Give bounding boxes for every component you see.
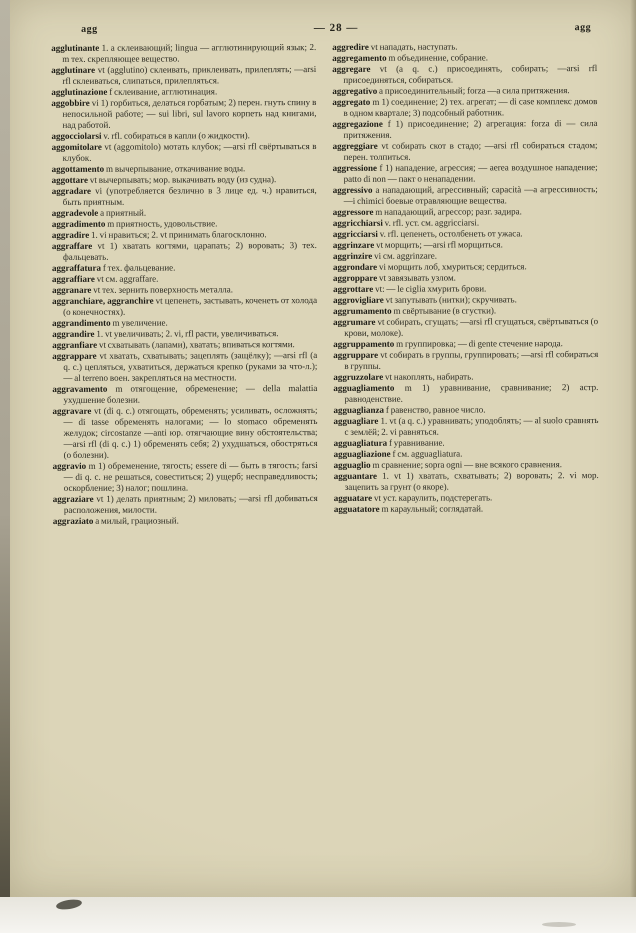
entry-body: m объединение, собрание. [388, 52, 489, 63]
entry-body: m 1) уравнивание, сравнивание; 2) астр. равноденствие. [344, 382, 599, 404]
entry-headword: aggravio [52, 460, 89, 471]
dictionary-entry [52, 262, 317, 274]
entry-body: v. rfl. цепенеть, остолбенеть от ужаса. [379, 228, 523, 239]
dictionary-entry [52, 229, 317, 241]
entry-body: a приятный. [100, 207, 147, 218]
entry-headword: aggrandire [52, 328, 97, 339]
dictionary-entry [334, 448, 599, 460]
entry-body: m увеличение. [112, 317, 168, 328]
entry-body: m сравнение; sopra ogni — вне всякого сравнения. [372, 459, 563, 470]
entry-headword: aggrovigliare [333, 294, 386, 305]
guide-word-right: agg [574, 22, 592, 34]
dictionary-entry [332, 52, 597, 64]
entry-body: vt собирать скот в стадо; —arsi rfl собираться стадом; перен. толпиться. [343, 140, 598, 162]
entry-headword: aggraziare [52, 493, 97, 504]
dictionary-entry [52, 295, 317, 318]
entry-body: m нападающий, агрессор; разг. задира. [375, 206, 522, 217]
entry-headword: aggressione [332, 162, 380, 173]
dictionary-entry [333, 217, 598, 229]
dictionary-entry [333, 250, 598, 262]
dictionary-entry [333, 415, 598, 438]
dictionary-entry [333, 140, 598, 163]
entry-headword: agguatatore [333, 503, 382, 514]
entry-headword: agglutinante [51, 42, 102, 53]
dictionary-entry [333, 184, 598, 207]
dictionary-entry [52, 405, 317, 461]
guide-word-left: agg [81, 23, 98, 35]
entry-headword: aggravare [52, 405, 94, 416]
dictionary-entry [333, 294, 598, 306]
column-right [332, 41, 599, 526]
entry-headword: aggruzzolare [333, 371, 386, 382]
entry-headword: aggrinzare [332, 239, 377, 250]
entry-headword: aggrinzire [332, 250, 375, 261]
dictionary-entry [332, 63, 597, 86]
entry-headword: aggravamento [52, 383, 116, 394]
entry-headword: aggrumare [333, 316, 378, 327]
entry-headword: agguaglio [333, 459, 373, 470]
column-left [51, 42, 318, 527]
entry-headword: aggranfiare [52, 339, 99, 350]
entry-body: f 1) нападение, агрессия; — aerea воздушное нападение; patto di non — пакт о ненападении. [343, 162, 598, 184]
entry-headword: agglutinare [51, 64, 98, 75]
entry-body: a нападающий, агрессивный; capacità —a агрессивность; —i chimici боевые отравляющие вещества. [343, 184, 598, 206]
entry-body: vi (употребляется безлично в 3 лице ед. ч.) нравиться, быть приятным. [62, 185, 317, 207]
entry-body: a милый, грациозный. [95, 515, 179, 526]
dictionary-entry [334, 437, 599, 449]
entry-headword: aggobbire [51, 97, 92, 108]
dictionary-entry [333, 382, 598, 405]
entry-headword: aggradire [51, 229, 92, 240]
entry-headword: aggruppare [333, 349, 381, 360]
entry-headword: aggregato [332, 96, 373, 107]
dictionary-entry [332, 118, 597, 141]
entry-headword: agguagliare [333, 415, 381, 426]
entry-body: f равенство, равное число. [385, 404, 486, 415]
entry-body: vt (di q. c.) отягощать, обременять; усиливать, осложнять; — di tasse обременять налогами; — lo stomaco обременять желудок; circostanze —anti юр. отягчающие вину обстоятельства; —arsi rfl (di q. c.) 1) обременять себя; 2) ухудшаться, обостряться (о болезни). [63, 405, 318, 460]
entry-body: vt 1) делать приятным; 2) миловать; —arsi rfl добиваться расположения, милости. [63, 493, 318, 515]
entry-body: vt 1) хватать когтями, царапать; 2) воровать; 3) тех. фальцевать. [62, 240, 317, 262]
entry-body: vt: — le ciglia хмурить брови. [375, 283, 487, 294]
entry-headword: aggrappare [52, 350, 100, 361]
dictionary-entry [333, 305, 598, 317]
entry-body: vi см. aggrinzare. [374, 250, 438, 261]
dictionary-entry [333, 261, 598, 273]
entry-body: vt (agglutino) склеивать, приклеивать, прилеплять; —arsi rfl склеиваться, слипаться, прилепляться. [62, 64, 317, 86]
entry-headword: aggrandimento [52, 317, 113, 328]
dictionary-entry [52, 317, 317, 329]
entry-body: f склеивание, агглютинация. [109, 86, 218, 97]
dictionary-entry [52, 339, 317, 351]
entry-headword: agguagliazione [333, 448, 393, 459]
entry-body: 1. vt увеличивать; 2. vi, rfl расти, увеличиваться. [96, 328, 279, 339]
entry-headword: aggottamento [51, 163, 106, 174]
dictionary-entry [52, 141, 317, 164]
entry-headword: aggradimento [51, 218, 108, 229]
entry-body: f тех. фальцевание. [102, 262, 176, 273]
page-number: — 28 — [313, 21, 359, 35]
entry-headword: agguaglianza [333, 404, 386, 415]
dictionary-entry [333, 338, 598, 350]
running-header [51, 21, 597, 43]
entry-headword: aggranchiare, aggranchire [52, 295, 156, 306]
dictionary-entry [333, 371, 598, 383]
dictionary-entry [52, 383, 317, 406]
entry-body: 1. vi нравиться; 2. vt принимать благосклонно. [91, 229, 267, 240]
entry-body: m отягощение, обременение; — della malattia ухудшение болезни. [63, 383, 318, 405]
dictionary-entry [333, 316, 598, 339]
entry-body: vt хватать, схватывать; зацеплять (защёлку); —arsi rfl (a q. c.) цепляться, ухватиться, держаться крепко (руками за что-л.); — al terreno воен. закрепляться на местности. [63, 350, 318, 383]
entry-headword: aggradare [51, 185, 96, 196]
entry-body: m вычерпывание, откачивание воды. [105, 163, 246, 174]
entry-body: vt схватывать (лапами), хватать; впиваться когтями. [98, 339, 295, 350]
entry-body: v. rfl. уст. см. aggricciarsi. [384, 217, 480, 228]
entry-body: 1. a склеивающий; lingua — агглютинирующий язык; 2. m тех. скрепляющее вещество. [62, 42, 317, 64]
dictionary-entry [333, 283, 598, 295]
dictionary-entry [51, 64, 316, 87]
entry-headword: aggroppare [332, 272, 380, 283]
dictionary-entry [52, 240, 317, 263]
entry-body: m 1) обременение, тягость; essere di — быть в тягость; farsi — di q. c. не решаться, совеститься; 2) ущерб; несправедливость; оскорбление; 3) налог; пошлина. [63, 460, 318, 493]
dictionary-entry [51, 86, 316, 98]
dictionary-entry [51, 130, 316, 142]
dictionary-entry [333, 206, 598, 218]
entry-body: vi 1) горбиться, делаться горбатым; 2) перен. гнуть спину в непосильной работе; — sui libri, sul lavoro корпеть над книгами, над работой. [62, 97, 317, 130]
entry-headword: aggressivo [332, 184, 376, 195]
entry-body: vt уст. караулить, подстерегать. [373, 492, 493, 503]
entry-body: v. rfl. собираться в капли (о жидкости). [103, 130, 250, 141]
entry-headword: aggrottare [333, 283, 376, 294]
dictionary-entry [52, 163, 317, 175]
dictionary-entry [53, 515, 318, 527]
entry-headword: aggraffiare [51, 273, 97, 284]
entry-headword: aggraziato [52, 515, 96, 526]
entry-body: vt цепенеть, застывать, коченеть от холода (о конечностях). [63, 295, 318, 317]
page-content [51, 21, 599, 527]
dictionary-entry [52, 174, 317, 186]
entry-body: m приятность, удовольствие. [107, 218, 218, 229]
dictionary-entry [333, 404, 598, 416]
entry-headword: aggomitolare [51, 141, 105, 152]
scan-edge-right [630, 0, 636, 897]
dictionary-entry [51, 97, 316, 131]
dictionary-entry [332, 41, 597, 53]
entry-body: m группировка; — di gente стечение народа. [396, 338, 563, 349]
dictionary-entry [51, 42, 316, 65]
entry-headword: aggricchiarsi [332, 217, 385, 228]
dictionary-entry [334, 503, 599, 515]
entry-headword: aggregativo [332, 85, 380, 96]
entry-headword: aggregamento [332, 52, 389, 63]
dictionary-entry [332, 85, 597, 97]
entry-body: vt собирать, сгущать; —arsi rfl сгущаться, свёртываться (о крови, молоке). [344, 316, 599, 338]
dictionary-entry [53, 493, 318, 516]
dictionary-entry [52, 185, 317, 208]
dictionary-entry [53, 460, 318, 494]
entry-body: vt завязывать узлом. [379, 272, 456, 283]
entry-body: m 1) соединение; 2) тех. агрегат; — di case комплекс домов в одном квартале; 3) подсобный работник. [343, 96, 598, 118]
dictionary-entry [52, 207, 317, 219]
entry-body: m свёртывание (в сгустки). [393, 305, 497, 316]
entry-body: 1. vt (a q. c.) уравнивать; уподоблять; — al suolo сравнять с землёй; 2. vi равняться. [344, 415, 599, 437]
entry-headword: aggrumamento [333, 305, 394, 316]
entry-headword: aggricciarsi [332, 228, 380, 239]
entry-body: f уравнивание. [388, 437, 445, 448]
dictionary-entry [333, 162, 598, 185]
entry-body: vt см. aggraffare. [96, 273, 159, 284]
entry-headword: aggreggiare [332, 140, 382, 151]
dictionary-entry [333, 349, 598, 372]
dictionary-entry [334, 459, 599, 471]
entry-body: vt тех. зернить поверхность металла. [93, 284, 234, 295]
entry-body: a присоединительный; forza —a сила притяжения. [379, 85, 570, 96]
dictionary-entry [332, 96, 597, 119]
dictionary-entry [52, 350, 317, 384]
scan-edge-left [0, 0, 10, 933]
entry-body: vt собирать в группы, группировать; —arsi rfl собираться в группы. [344, 349, 599, 371]
entry-headword: aggottare [51, 174, 90, 185]
dictionary-entry [52, 273, 317, 285]
entry-headword: agguatare [333, 492, 374, 503]
entry-headword: agguagliamento [333, 382, 405, 393]
entry-headword: aggruppamento [333, 338, 397, 349]
entry-headword: aggraffatura [51, 262, 103, 273]
page-bottom-margin [0, 897, 636, 933]
scan-artifact [542, 922, 576, 927]
entry-body: vt (aggomitolo) мотать клубок; —arsi rfl свёртываться в клубок. [62, 141, 317, 163]
entry-headword: agguantare [333, 470, 383, 481]
entry-body: f 1) присоединение; 2) агрегация: forza di — сила притяжения. [343, 118, 598, 140]
entry-headword: aggredire [332, 41, 371, 52]
entry-body: vt морщить; —arsi rfl морщиться. [376, 239, 503, 250]
dictionary-entry [52, 218, 317, 230]
entry-body: vt нападать, наступать. [370, 41, 458, 52]
entry-body: vt вычерпывать; мор. выкачивать воду (из судна). [89, 174, 277, 185]
entry-headword: aggocciolarsi [51, 130, 104, 141]
dictionary-entry [333, 228, 598, 240]
entry-headword: aggradevole [51, 207, 101, 218]
entry-body: m караульный; соглядатай. [381, 503, 484, 514]
entry-headword: agguagliatura [333, 437, 389, 448]
entry-headword: aggressore [332, 206, 376, 217]
dictionary-entry [333, 239, 598, 251]
entry-headword: agglutinazione [51, 86, 110, 97]
entry-body: vt запутывать (нитки); скручивать. [385, 294, 517, 305]
dictionary-entry [334, 470, 599, 493]
entry-body: vt (a q. c.) присоединять, собирать; —arsi rfl присоединяться, собираться. [343, 63, 598, 85]
dictionary-entry [333, 272, 598, 284]
entry-body: vt накоплять, набирать. [385, 371, 474, 382]
dictionary-entry [52, 328, 317, 340]
dictionary-columns [51, 41, 599, 527]
entry-headword: aggrondare [332, 261, 380, 272]
entry-headword: aggregazione [332, 118, 388, 129]
dictionary-entry [334, 492, 599, 504]
entry-body: 1. vt 1) хватать, схватывать; 2) воровать; 2. vi мор. зацепить за грунт (о якоре). [344, 470, 599, 492]
entry-headword: aggranare [52, 284, 94, 295]
entry-headword: aggraffare [51, 240, 98, 251]
dictionary-entry [52, 284, 317, 296]
entry-headword: aggregare [332, 63, 380, 74]
entry-body: vi морщить лоб, хмуриться; сердиться. [378, 261, 527, 272]
entry-body: f см. agguagliatura. [392, 448, 463, 459]
